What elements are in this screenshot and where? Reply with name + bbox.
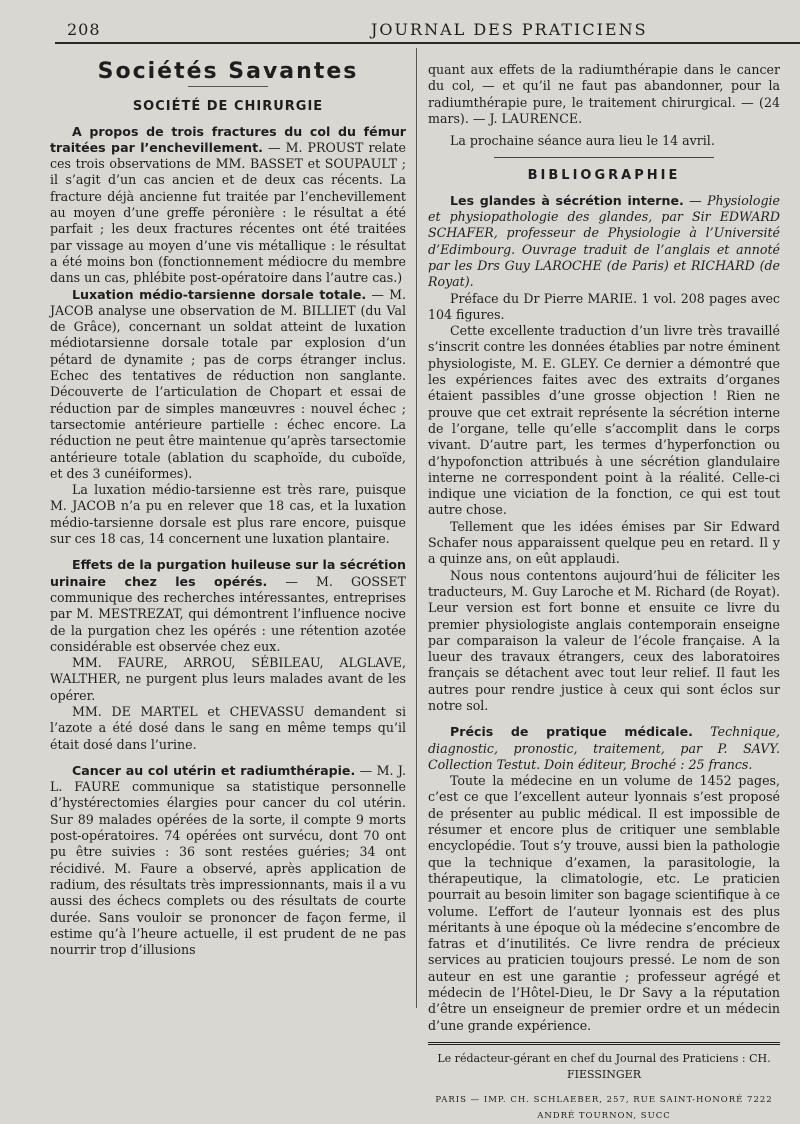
- imprint-line-2: ANDRÉ TOURNON, SUCC: [537, 1110, 671, 1121]
- bibliography-heading: BIBLIOGRAPHIE: [527, 168, 681, 184]
- society-heading: SOCIÉTÉ DE CHIRURGIE: [132, 99, 324, 115]
- paragraph: La luxation médio-tarsienne est très rare, puisque M. JACOB n’a pu en relever que 18 cas, et la luxation médio-tarsienne dorsale est plus rare encore, puisque sur ces 18 cas, 14 concernent une luxation plantaire.: [50, 482, 406, 547]
- review-body: — Physiologie et physiopathologie des glandes, par Sir EDWARD SCHAFER, professeur de Physiologie à l’Université d’Edimbourg. Ouvrage traduit de l’anglais et annoté par les Drs Guy LAROCHE (de Paris) et RICHARD (de Royat).: [428, 192, 780, 290]
- section-title: Sociétés Savantes: [97, 59, 359, 84]
- article-heading: Effets de la purgation huileuse sur la sécrétion urinaire chez les opérés.: [50, 557, 406, 589]
- review-glandes: [428, 193, 780, 291]
- article-heading: Luxation médio-tarsienne dorsale totale.: [72, 286, 367, 302]
- continuation: quant aux effets de la radiumthérapie dans le cancer du col, — et qu’il ne faut pas abandonner, pour la radiumthérapie pure, le traitement chirurgical. — (24 mars). — J. LAURENCE.: [428, 62, 780, 126]
- review-precis: [428, 724, 780, 773]
- article-body: — M. JACOB analyse une observation de M. BILLIET (du Val de Grâce), concernant un soldat atteint de luxation médiotarsienne dorsale totale par explosion d’un pétard de dynamite ; pas de corps étranger inclus. Echec des tentatives de réduction non sanglante. Découverte de l’articulation de Chopart et essai de réduction par de simples manœuvres : nouvel échec ; tarsectomie antérieure partielle : échec encore. La réduction ne peut être maintenue qu’après tarsectomie antérieure totale (ablation du scaphoïde, du cuboïde, et des 3 cunéiformes).: [50, 286, 406, 481]
- paragraph: Tellement que les idées émises par Sir Edward Schafer nous apparaissent quelque peu en retard. Il y a quinze ans, on eût applaudi.: [428, 518, 780, 567]
- paragraph: Toute la médecine en un volume de 1452 pages, c’est ce que l’excellent auteur lyonnais s’est proposé de présenter au public médical. Il est impossible de résumer et encore plus de critiquer une semblable encyclopédie. Tout s’y trouve, aussi bien la pathologie que la technique d’examen, la parasitologie, la thérapeutique, la climatologie, etc. Le praticien pourrait au besoin limiter son bagage scientifique à ce volume. L’effort de l’auteur lyonnais est des plus méritants à une époque où la médecine s’encombre de fatras et d’inutilités. Ce livre rendra de précieux services au praticien toujours pressé. Le nom de son auteur en est une garantie ; professeur agrégé et médecin de l’Hôtel-Dieu, le Dr Savy a la réputation d’être un enseigneur de premier ordre et un médecin d’une grande expérience.: [428, 773, 780, 1033]
- article-purgation: [50, 557, 406, 655]
- paragraph: Nous nous contentons aujourd’hui de féliciter les traducteurs, M. Guy Laroche et M. Richard (de Royat). Leur version est fort bonne et ensuite ce livre du premier physiologiste anglais contemporain enseigne par comparaison la valeur de l’école française. A la lueur des travaux étrangers, ceux des laboratoires français se détachent avec tout leur relief. Il faut les autres pour rendre justice à ceux qui sont éclos sur notre sol.: [428, 567, 780, 713]
- paragraph: Cette excellente traduction d’un livre très travaillé s’inscrit contre les données établies par notre éminent physiologiste, M. E. GLEY. Ce dernier a démontré que les expériences faites avec des extraits d’organes étaient passibles d’une grosse objection ! Rien ne prouve que cet extrait représente la sécrétion interne de l’organe, telle qu’elle s’accomplit dans le corps vivant. D’autre part, les termes d’hyperfonction ou d’hypofonction attribués à une sécrétion glandulaire interne ne correspondent point à la réalité. Celle-ci indique une viciation de la fonction, ce qui est tout autre chose.: [428, 323, 780, 518]
- article-luxation: [50, 287, 406, 483]
- article-heading: A propos de trois fractures du col du fémur traitées par l’enchevillement.: [50, 123, 406, 155]
- article-body: — M. GOSSET communique des recherches intéressantes, entreprises par M. MESTREZAT, qui démontrent l’influence nocive de la purgation chez les opérés : une rétention azotée considérable est observée chez eux.: [50, 573, 406, 654]
- column-divider: [416, 48, 417, 1008]
- article-body: — M. J. L. FAURE communique sa statistique personnelle d’hystérectomies élargies pour cancer du col utérin. Sur 89 malades opérées de la sorte, il compte 9 morts post-opératoires. 74 opérées ont survécu, dont 70 ont pu être suivies : 36 sont restées guéries; 34 ont récidivé. M. Faure a observé, après application de radium, des résultats très impressionnants, mais il a vu aussi des échecs complets ou des résultats de courte durée. Sans vouloir se prononcer de façon ferme, il estime qu’à l’heure actuelle, il est prudent de ne pas nourrir trop d’illusions: [50, 762, 406, 958]
- article-heading: Cancer au col utérin et radiumthérapie.: [72, 762, 356, 778]
- article-cancer: [50, 763, 406, 959]
- article-body: — M. PROUST relate ces trois observations de MM. BASSET et SOUPAULT ; il s’agit d’un cas ancien et de deux cas récents. La fracture déjà ancienne fut traitée par l’enchevillement au moyen d’une greffe péronière : le résultat a été parfait ; les deux fractures récentes ont été traitées par vissage au moyen d’une vis métallique : le résultat a été moins bon (fonctionnement médiocre du membre dans un cas, phlébite post-opératoire dans l’autre cas.): [50, 139, 406, 286]
- section-rule: [494, 157, 714, 158]
- paragraph: MM. FAURE, ARROU, SÉBILEAU, ALGLAVE, WALTHER, ne purgent plus leurs malades avant de les opérer.: [50, 655, 406, 703]
- left-column: [50, 60, 406, 958]
- review-body: Technique, diagnostic, pronostic, traitement, par P. SAVY. Collection Testut. Doin éditeur, Broché : 25 francs.: [428, 724, 781, 772]
- footer: [428, 1042, 780, 1124]
- running-header: [55, 14, 800, 44]
- review-heading: Les glandes à sécrétion interne.: [450, 192, 684, 208]
- article-fractures: [50, 124, 406, 287]
- paragraph: MM. DE MARTEL et CHEVASSU demandent si l’azote a été dosé dans le sang en même temps qu’il était dosé dans l’urine.: [50, 703, 406, 752]
- next-session: La prochaine séance aura lieu le 14 avril.: [450, 133, 715, 149]
- imprint-line: PARIS — IMP. CH. SCHLAEBER, 257, RUE SAINT-HONORÉ 7222: [435, 1094, 773, 1105]
- review-heading: Précis de pratique médicale.: [450, 724, 693, 740]
- title-rule: [188, 86, 268, 87]
- right-column: [428, 62, 780, 1124]
- page-number: 208: [67, 20, 101, 39]
- editor-line: Le rédacteur-gérant en chef du Journal des Praticiens : CH. FIESSINGER: [437, 1051, 771, 1082]
- paragraph: Préface du Dr Pierre MARIE. 1 vol. 208 pages avec 104 figures.: [428, 290, 780, 322]
- journal-title: JOURNAL DES PRATICIENS: [371, 20, 648, 39]
